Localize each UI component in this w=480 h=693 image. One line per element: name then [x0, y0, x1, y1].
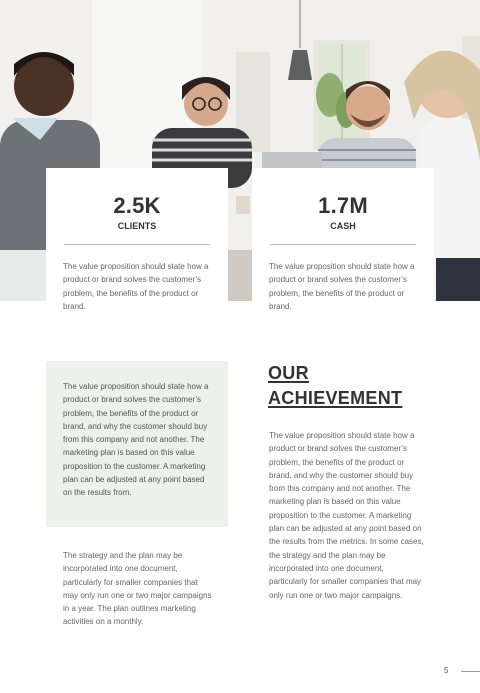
stat-divider	[270, 244, 416, 245]
stat-value: 1.7M	[318, 193, 368, 218]
highlight-text: The value proposition should state how a product or brand solves the customer’s problem, the benefits of the product or brand, and why the customer should buy from this company and not another. The marketing plan is based on this value proposition to the customer. A marketing plan can be adjusted at any point based on the results from.	[63, 382, 209, 498]
page-number-rule	[461, 671, 480, 672]
achievement-paragraph: The value proposition should state how a product or brand solves the customer’s problem, the benefits of the product or brand, and why the customer should buy from this company and not another. The marketing plan is based on this value proposition to the customer. A marketing plan can be adjusted at any point based on the results from the metrics. In some cases, the strategy and the plan may be incorporated into one document, particularly for smaller companies that may only run one or two major campaigns.	[269, 431, 424, 600]
heading-line: ACHIEVEMENT	[268, 388, 403, 408]
stat-description: The value proposition should state how a product or brand solves the customer’s problem, the benefits of the product or brand.	[63, 262, 209, 311]
highlight-box	[46, 361, 228, 527]
stat-description: The value proposition should state how a product or brand solves the customer’s problem, the benefits of the product or brand.	[269, 262, 415, 311]
stat-label: CASH	[330, 221, 356, 231]
stat-label: CLIENTS	[117, 221, 157, 231]
section-heading	[268, 361, 438, 411]
strategy-paragraph: The strategy and the plan may be incorporated into one document, particularly for smaller companies that may only run one or two major campaigns in a year. The plan outlines marketing activities on a monthly.	[63, 551, 212, 627]
stat-divider	[64, 244, 210, 245]
heading-line: OUR	[268, 363, 309, 383]
page-number: 5	[444, 666, 449, 675]
stat-value: 2.5K	[113, 193, 161, 218]
